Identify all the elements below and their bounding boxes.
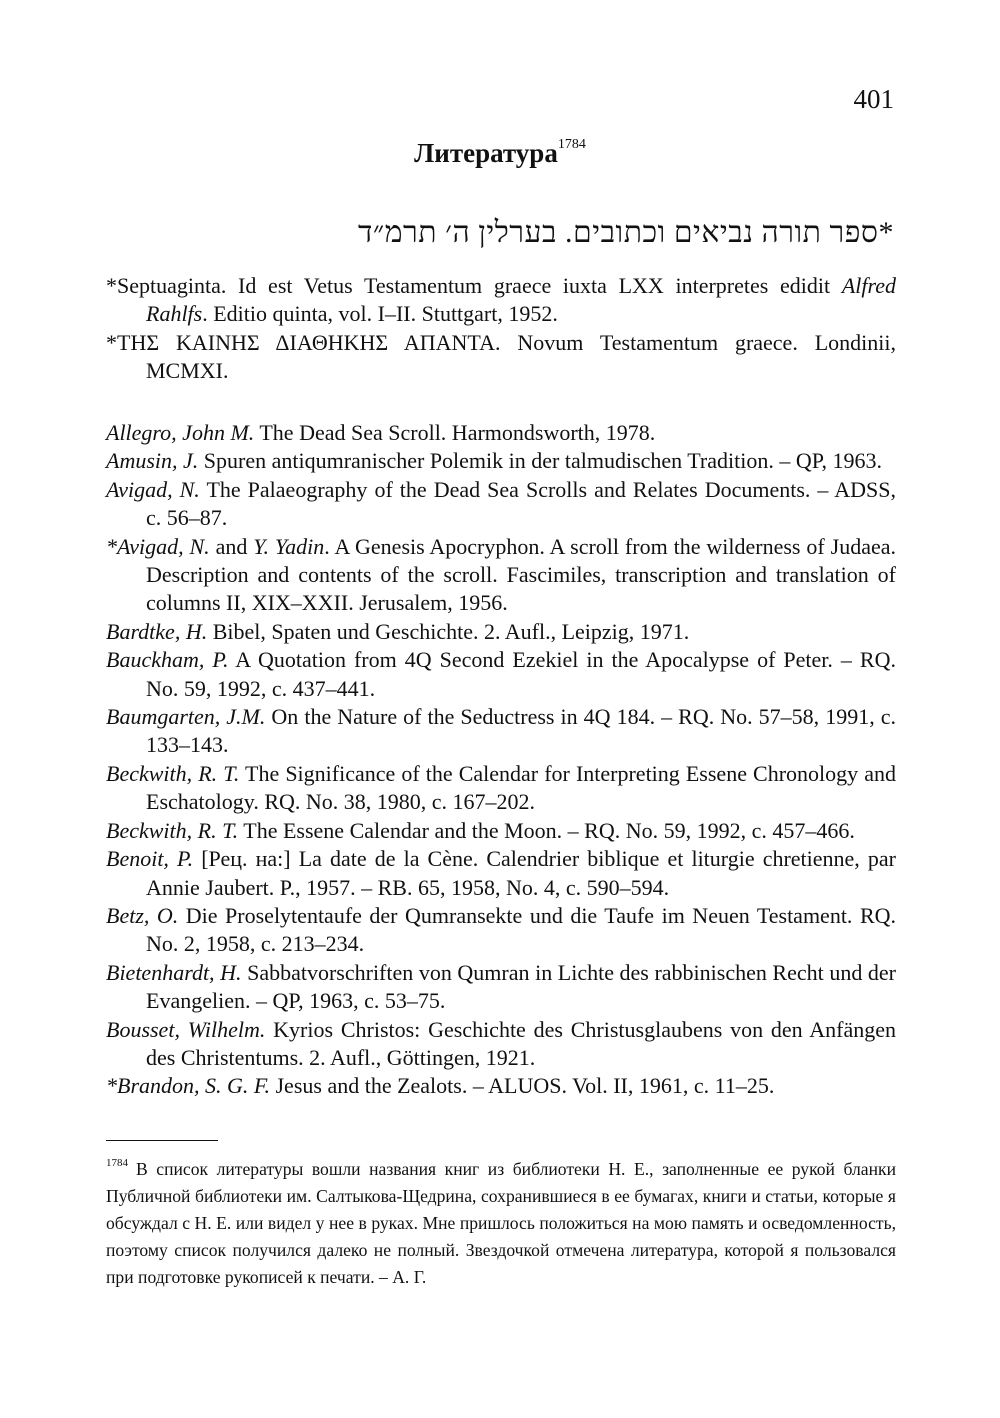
bibliography-entry — [106, 272, 896, 329]
entry-text: and — [209, 533, 254, 559]
entry-author: Avigad, N. — [106, 476, 200, 502]
bibliography-entry — [106, 618, 896, 646]
entry-text: Spuren antiqumranischer Polemik in der talmudischen Tradition. – QP, 1963. — [198, 448, 883, 474]
entry-italic: Alfred Rahlfs — [146, 273, 896, 327]
entry-author: Beckwith, R. T. — [106, 760, 240, 786]
entry-text: Sabbatvorschriften von Qumran in Lichte des rabbinischen Recht und der Evangelien. – QP, 1963, c. 53–75. — [146, 959, 896, 1014]
entry-author: Baumgarten, J.M. — [106, 704, 266, 730]
hebrew-bibliography-entry: *ספר תורה נביאים וכתובים. בערלין ה׳ תרמ״ד — [357, 216, 894, 249]
entry-text: Die Proselytentaufe der Qumransekte und die Taufe im Neuen Testament. RQ. No. 2, 1958, c. 213–234. — [146, 902, 896, 957]
footnote — [106, 1152, 896, 1291]
bibliography-entry — [106, 419, 896, 447]
bibliography-entry — [106, 902, 896, 959]
entry-text: The Significance of the Calendar for Interpreting Essene Chronology and Eschatology. RQ. No. 38, 1980, c. 167–202. — [146, 760, 897, 815]
entry-author: Bauckham, P. — [106, 647, 229, 673]
entry-author: *Brandon, S. G. F. — [106, 1073, 270, 1099]
entry-author: Allegro, John M. — [106, 420, 255, 445]
footnote-number: 1784 — [106, 1157, 128, 1169]
entry-author: *Avigad, N. — [106, 533, 210, 559]
entry-author: Bousset, Wilhelm. — [106, 1016, 266, 1042]
bibliography-entry — [106, 533, 896, 618]
bibliography-entry — [106, 817, 896, 845]
bibliography-entry — [106, 703, 896, 760]
bibliography-entry — [106, 845, 896, 902]
entry-italic: Y. Yadin — [253, 533, 325, 559]
heading-title: Литература — [414, 138, 558, 168]
entry-text: [Рец. на:] La date de la Cène. Calendrier biblique et liturgie chretienne, par Annie Jaubert. P., 1957. – RB. 65, 1958, No. 4, c. 590–594. — [146, 846, 896, 900]
entry-author: Amusin, J. — [106, 448, 199, 474]
entry-text: On the Nature of the Seductress in 4Q 184. – RQ. No. 57–58, 1991, c. 133–143. — [146, 704, 896, 758]
entry-text: A Quotation from 4Q Second Ezekiel in the Apocalypse of Peter. – RQ. No. 59, 1992, c. 437–441. — [146, 647, 896, 701]
bibliography-entry — [106, 1016, 896, 1073]
entry-text: The Essene Calendar and the Moon. – RQ. No. 59, 1992, c. 457–466. — [238, 817, 855, 843]
entry-text: Bibel, Spaten und Geschichte. 2. Aufl., Leipzig, 1971. — [207, 618, 690, 644]
footnote-divider — [106, 1140, 218, 1141]
bibliography-entry — [106, 959, 896, 1016]
bibliography-entry — [106, 760, 896, 817]
page-number: 401 — [853, 84, 894, 114]
entry-text: Kyrios Christos: Geschichte des Christusglaubens von den Anfängen des Christentums. 2. Aufl., Göttingen, 1921. — [146, 1016, 896, 1070]
entry-text: *ΤΗΣ ΚΑΙΝΗΣ ΔΙΑΘΗΚΗΣ ΑΠΑΝΤΑ. Novum Testamentum graece. Londinii, MCMXI. — [106, 329, 896, 384]
entry-text: *Septuaginta. Id est Vetus Testamentum graece iuxta LXX interpretes edidit — [106, 273, 842, 298]
bibliography-group-sources — [106, 272, 896, 386]
bibliography-group-literature — [106, 419, 896, 1101]
bibliography-entry — [106, 329, 896, 386]
footnote-ref: 1784 — [557, 137, 586, 152]
entry-text: The Dead Sea Scroll. Harmondsworth, 1978. — [254, 420, 656, 445]
bibliography-entry — [106, 646, 896, 703]
entry-text-after: . Editio quinta, vol. I–II. Stuttgart, 1952. — [202, 301, 558, 327]
entry-author: Beckwith, R. T. — [106, 817, 239, 843]
entry-author: Benoit, P. — [106, 846, 194, 872]
section-heading — [0, 138, 1000, 169]
entry-text: Jesus and the Zealots. – ALUOS. Vol. II, 1961, c. 11–25. — [270, 1073, 775, 1099]
bibliography-entry — [106, 1072, 896, 1100]
footnote-text: В список литературы вошли названия книг из библиотеки Н. Е., заполненные ее рукой бланки Публичной библиотеки им. Салтыкова-Щедрина, сохранившиеся в ее бумагах, книги и статьи, которые я обсуждал с Н. Е. или видел у нее в руках. Мне пришлось положиться на мою память и осведомленность, поэтому список получился далеко не полный. Звездочкой отмечена литература, которой я пользовался при подготовке рукописей к печати. – А. Г. — [106, 1158, 896, 1287]
entry-author: Betz, O. — [106, 902, 179, 928]
bibliography-entry — [106, 447, 896, 475]
entry-author: Bietenhardt, H. — [106, 959, 242, 985]
bibliography-entry — [106, 476, 896, 533]
entry-text-after: . A Genesis Apocryphon. A scroll from the wilderness of Judaea. Description and contents of the scroll. Fascimiles, transcription and translation of columns II, XIX–XXII. Jerusalem, 1956. — [146, 533, 896, 616]
entry-text: The Palaeography of the Dead Sea Scrolls and Relates Documents. – ADSS, c. 56–87. — [146, 476, 896, 531]
entry-author: Bardtke, H. — [106, 618, 208, 644]
